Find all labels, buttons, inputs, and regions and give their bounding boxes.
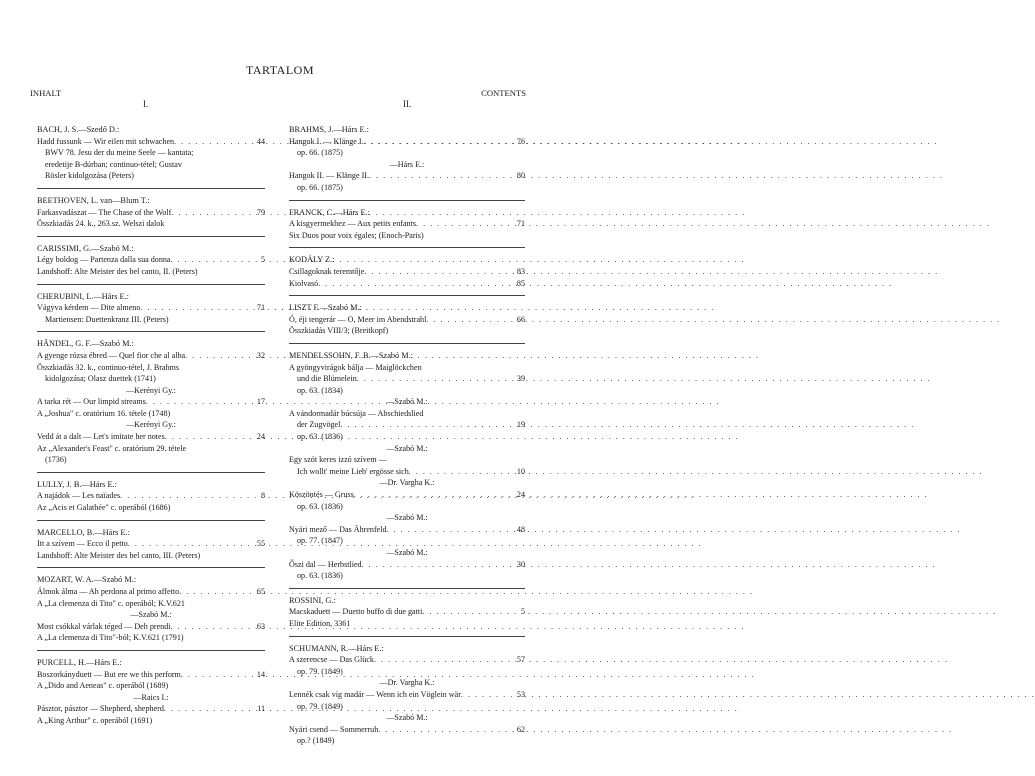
dot-leader xyxy=(171,621,255,633)
title-row xyxy=(289,489,525,501)
arranger-line: —Raics I.: xyxy=(133,692,169,702)
page-number: 76 xyxy=(516,136,525,146)
title-row xyxy=(289,559,525,571)
composer-heading: MENDELSSOHN, F. B.—Szabó M.: xyxy=(289,350,414,360)
title-row xyxy=(37,207,265,219)
song-title: Köszöntés — Gruss xyxy=(289,490,354,500)
dot-leader xyxy=(362,559,515,571)
song-title: und die Blümelein xyxy=(297,374,357,384)
composer-entry xyxy=(289,643,525,747)
note-line: Six Duos pour voix égales; (Enoch-Paris) xyxy=(289,230,424,240)
dot-leader xyxy=(318,278,515,290)
composer-entry xyxy=(289,207,525,249)
dot-leader xyxy=(369,170,515,182)
note-line: A vándormadár búcsúja — Abschiedslied xyxy=(289,408,424,418)
song-title: Macskaduett — Duetto buffo di due gatti xyxy=(289,607,423,617)
composer-heading: PURCELL, H.—Hárs E.: xyxy=(37,657,122,667)
arranger-line: —Szabó M.: xyxy=(130,610,172,620)
composer-heading: LULLY, J. B.—Hárs E.: xyxy=(37,479,117,489)
note-line: A „King Arthur" c. operából (1691) xyxy=(37,715,153,725)
composer-heading: SCHUMANN, R.—Hárs E.: xyxy=(289,643,384,653)
song-title: Pásztor, pásztor — Shepherd, shepherd xyxy=(37,704,164,714)
title-row xyxy=(289,136,525,148)
title-row xyxy=(289,419,525,431)
column-2-numeral: II. xyxy=(403,99,412,109)
song-title: A najádok — Les naïades xyxy=(37,491,121,501)
composer-entry xyxy=(289,595,525,637)
song-title: Őszi dal — Herbstlied xyxy=(289,559,362,569)
page-number: 5 xyxy=(260,255,265,265)
page-number: 85 xyxy=(516,278,525,288)
note-line: Az „Acis et Galathée" c. operából (1686) xyxy=(37,503,171,513)
arranger-line: —Szabó M.: xyxy=(386,397,428,407)
page-number: 53 xyxy=(516,689,525,699)
arranger-line: —Kerényi Gy.: xyxy=(126,420,176,430)
title-row xyxy=(289,654,525,666)
note-line: Az „Alexander's Feast" c. oratórium 29. tétele xyxy=(37,443,187,453)
page-number: 24 xyxy=(516,490,525,500)
header-inhalt: INHALT xyxy=(30,88,62,98)
arranger-line: —Dr. Vargha K.: xyxy=(379,478,435,488)
note-line: BWV 78. Jesu der du meine Seele — kantata; xyxy=(45,148,194,158)
dot-leader xyxy=(374,654,515,666)
dot-leader xyxy=(164,703,255,715)
composer-entry xyxy=(37,243,265,285)
note-line: kidolgozása; Olasz duettek (1741) xyxy=(45,374,156,384)
composer-heading: CARISSIMI, G.—Szabó M.: xyxy=(37,243,134,253)
page-number: 32 xyxy=(256,350,265,360)
note-line: A „La clemenza di Tito" c. operából; K.V.621 xyxy=(37,598,185,608)
title-row xyxy=(37,621,265,633)
dot-leader xyxy=(354,489,515,501)
note-line: op. 79. (1849) xyxy=(297,701,343,711)
song-title: Nyári csend — Sommerruh xyxy=(289,724,379,734)
title-row xyxy=(289,314,525,326)
arranger-line: —Szabó M.: xyxy=(386,548,428,557)
note-line: op. 63. (1834) xyxy=(297,385,343,395)
title-row xyxy=(289,689,525,701)
title-row xyxy=(37,490,265,502)
page-number: 11 xyxy=(257,704,265,714)
note-line: op. 66. (1875) xyxy=(297,148,343,158)
dot-leader xyxy=(357,373,515,385)
page-number: 5 xyxy=(520,607,525,617)
arranger-line: —Szabó M.: xyxy=(386,713,428,723)
note-line: Egy szót keres izzó szívem — xyxy=(289,455,387,465)
title-row xyxy=(289,606,525,618)
title-row xyxy=(37,302,265,314)
composer-entry xyxy=(289,350,525,589)
title-row xyxy=(37,431,265,443)
note-line: Összkiadás 32. k., continuo-tétel, J. Brahms xyxy=(37,362,180,372)
note-line: Összkiadás 24. k., 263.sz. Welszi dalok xyxy=(37,219,165,229)
title-row xyxy=(289,218,525,230)
song-title: Most csókkal várlak téged — Deh prendi xyxy=(37,621,171,631)
contents-column-2 xyxy=(289,124,525,753)
dot-leader xyxy=(140,302,255,314)
song-title: Lennék csak víg madár — Wenn ich ein Vöglein wär xyxy=(289,689,461,699)
song-title: A szerencse — Das Glück xyxy=(289,655,374,665)
title-row xyxy=(289,466,525,478)
note-line: Elite Edition, 3361 xyxy=(289,618,351,628)
header-contents: CONTENTS xyxy=(481,88,526,98)
song-title: Ich wollt' meine Lieb' ergösse sich xyxy=(297,466,409,476)
dot-leader xyxy=(461,689,515,701)
song-title: Vágyva kérdem — Dite almeno xyxy=(37,303,141,313)
note-line: A gyöngyvirágok bálja — Maiglöckchen xyxy=(289,362,422,372)
title-row xyxy=(289,266,525,278)
dot-leader xyxy=(146,396,255,408)
title-row xyxy=(289,373,525,385)
song-title: Kiolvasó xyxy=(289,278,319,288)
page-number: 80 xyxy=(516,171,525,181)
dot-leader xyxy=(128,538,255,550)
composer-heading: CHERUBINI, L.—Hárs E.: xyxy=(37,291,129,301)
dot-leader xyxy=(185,350,255,362)
composer-entry xyxy=(289,124,525,201)
dot-leader xyxy=(174,136,255,148)
note-line: op. 63. (1836) xyxy=(297,432,343,442)
page-number: 71 xyxy=(516,219,525,229)
note-line: op. 63. (1836) xyxy=(297,571,343,581)
composer-entry xyxy=(37,479,265,521)
composer-heading: ROSSINI, G.: xyxy=(289,595,336,605)
song-title: Vedd át a dalt — Let's imitate her notes xyxy=(37,432,165,442)
title-row xyxy=(37,350,265,362)
note-line: Rösler kidolgozása (Peters) xyxy=(45,171,135,181)
composer-heading: BEETHOVEN, L. van—Blum T.: xyxy=(37,195,150,205)
composer-heading: BACH, J. S.—Szedő D.: xyxy=(37,125,120,134)
song-title: A gyenge rózsa ébred — Quel fior che al alba xyxy=(37,350,186,360)
song-title: Nyári mező — Das Ährenfeld xyxy=(289,524,387,534)
dot-leader xyxy=(378,724,515,736)
note-line: op.? (1849) xyxy=(297,736,335,746)
song-title: der Zugvögel xyxy=(297,420,341,430)
dot-leader xyxy=(364,136,515,148)
page-number: 24 xyxy=(256,432,265,442)
page-number: 39 xyxy=(516,374,525,384)
page-number: 48 xyxy=(516,524,525,534)
page-number: 19 xyxy=(516,420,525,430)
note-line: op. 66. (1875) xyxy=(297,182,343,192)
title-row xyxy=(289,724,525,736)
title-row xyxy=(37,396,265,408)
title-row xyxy=(37,703,265,715)
note-line: Landshoff: Alte Meister des bel canto, III. (Peters) xyxy=(37,550,201,560)
page-number: 83 xyxy=(516,266,525,276)
dot-leader xyxy=(364,266,515,278)
page-number: 8 xyxy=(260,491,265,501)
dot-leader xyxy=(171,254,259,266)
composer-entry xyxy=(37,124,265,189)
page-number: 17 xyxy=(256,397,265,407)
page-number: 79 xyxy=(256,207,265,217)
dot-leader xyxy=(340,419,515,431)
composer-entry xyxy=(37,338,265,473)
title-row xyxy=(289,524,525,536)
title-row xyxy=(37,586,265,598)
note-line: (1736) xyxy=(45,455,67,465)
song-title: Hangok I. — Klänge I. xyxy=(289,136,364,146)
title-row xyxy=(37,538,265,550)
arranger-line: —Szabó M.: xyxy=(386,443,428,453)
arranger-line: —Szabó M.: xyxy=(386,513,428,523)
arranger-line: —Dr. Vargha K.: xyxy=(379,678,435,688)
note-line: eredetije B-dúrban; continuo-tétel; Gustav xyxy=(45,159,182,169)
dot-leader xyxy=(179,586,255,598)
composer-entry xyxy=(37,527,265,569)
note-line: Összkiadás VIII/3; (Breitkopf) xyxy=(289,326,389,336)
note-line: A „Joshua" c. oratórium 16. tétele (1748) xyxy=(37,408,171,418)
note-line: Landshoff: Alte Meister des bel canto, II. (Peters) xyxy=(37,266,198,276)
dot-leader xyxy=(171,207,255,219)
arranger-line: —Hárs E.: xyxy=(389,159,425,169)
composer-entry xyxy=(289,254,525,296)
page-number: 30 xyxy=(516,559,525,569)
title-row xyxy=(289,170,525,182)
composer-heading: KODÁLY Z.: xyxy=(289,255,335,265)
song-title: Csillagoknak teremtője xyxy=(289,266,365,276)
dot-leader xyxy=(422,606,519,618)
song-title: Álmok álma — Ah perdona al primo affetto xyxy=(37,587,180,596)
page-number: 63 xyxy=(256,621,265,631)
title-row xyxy=(37,254,265,266)
dot-leader xyxy=(409,466,515,478)
page-number: 44 xyxy=(256,136,265,146)
song-title: A kisgyermekhez — Aux petits enfants xyxy=(289,219,417,229)
song-title: Boszorkányduett — But ere we this perform xyxy=(37,669,181,679)
composer-heading: HÄNDEL, G. F.—Szabó M.: xyxy=(37,339,134,349)
page-number: 71 xyxy=(256,303,265,313)
page-number: 66 xyxy=(516,314,525,324)
composer-entry xyxy=(37,574,265,651)
column-1-numeral: I. xyxy=(143,99,149,109)
song-title: A tarka rét — Our limpid streams xyxy=(37,397,146,407)
composer-heading: MARCELLO, B.—Hárs E.: xyxy=(37,527,130,537)
note-line: A „La clemenza di Tito"-ból; K.V.621 (1791) xyxy=(37,633,184,643)
composer-heading: MOZART, W. A.—Szabó M.: xyxy=(37,575,137,585)
arranger-line: —Kerényi Gy.: xyxy=(126,385,176,395)
page-number: 62 xyxy=(516,724,525,734)
page-number: 14 xyxy=(256,669,265,679)
song-title: Farkasvadászat — The Chase of the Wolf xyxy=(37,207,172,217)
note-line: op. 63. (1836) xyxy=(297,501,343,511)
song-title: Ó, éji tengerár — O, Meer im Abendstrahl xyxy=(289,314,427,324)
composer-entry xyxy=(37,291,265,333)
song-title: Hadd fussunk — Wir eilen mit schwachen xyxy=(37,136,175,146)
composer-heading: LISZT F.—Szabó M.: xyxy=(289,303,362,313)
note-line: op. 79. (1849) xyxy=(297,666,343,676)
title-row xyxy=(37,669,265,681)
dot-leader xyxy=(387,524,515,536)
title-row xyxy=(289,278,525,290)
page-number: 10 xyxy=(516,466,525,476)
dot-leader xyxy=(120,490,259,502)
page-title: TARTALOM xyxy=(245,63,315,77)
note-line: A „Dido and Aeneas" c. operából (1689) xyxy=(37,681,169,691)
composer-heading: FRANCK, C.—Hárs E.: xyxy=(289,207,370,217)
song-title: Hangok II. — Klänge II. xyxy=(289,171,370,181)
note-line: op. 77. (1847) xyxy=(297,536,343,546)
contents-column-1 xyxy=(37,124,265,733)
song-title: Itt a szívem — Ecco il petto xyxy=(37,539,128,549)
dot-leader xyxy=(416,218,515,230)
page-number: 65 xyxy=(256,587,265,596)
composer-entry xyxy=(37,657,265,727)
title-row xyxy=(37,136,265,148)
composer-heading: BRAHMS, J.—Hárs E.: xyxy=(289,125,369,134)
song-title: Légy boldog — Partenza dalla sua donna xyxy=(37,255,171,265)
composer-entry xyxy=(37,195,265,237)
dot-leader xyxy=(165,431,255,443)
dot-leader xyxy=(181,669,255,681)
page-number: 55 xyxy=(256,539,265,549)
note-line: Martiensen: Duettenkranz III. (Peters) xyxy=(45,314,169,324)
dot-leader xyxy=(426,314,515,326)
page-number: 57 xyxy=(516,655,525,665)
composer-entry xyxy=(289,302,525,344)
